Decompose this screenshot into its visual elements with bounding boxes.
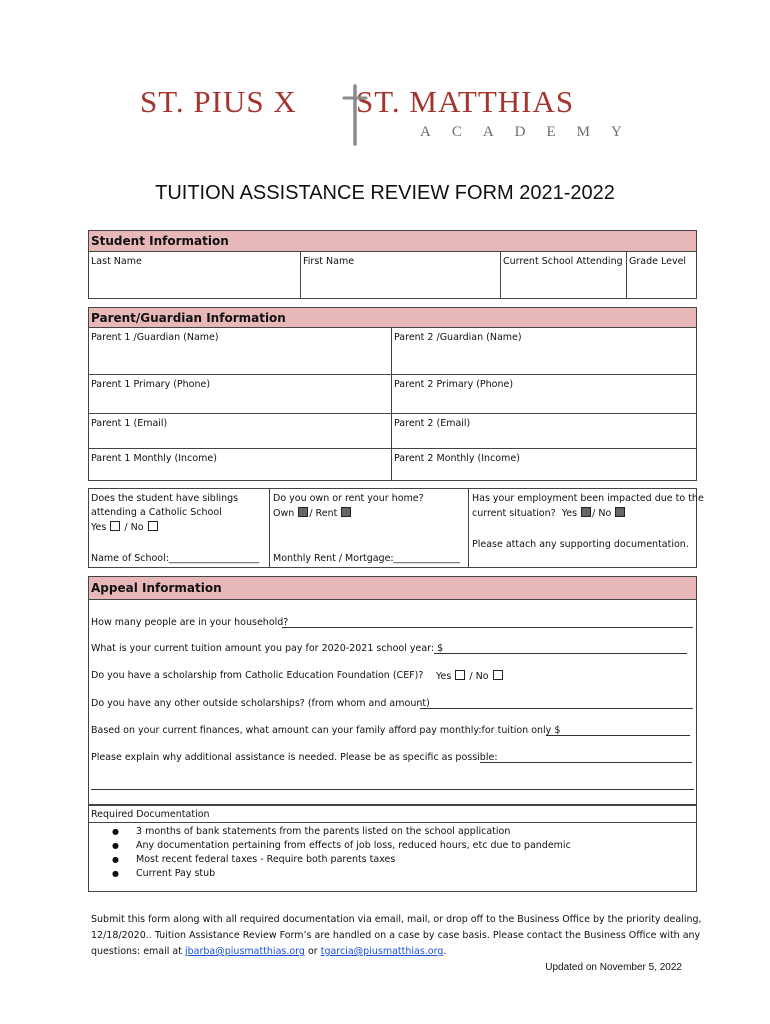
employment-line2: current situation? — [472, 508, 556, 519]
home-question-text: Do you own or rent your home? — [273, 493, 424, 504]
docs-item: ● Any documentation pertaining from effects of job loss, reduced hours, etc due to pandemic — [112, 839, 571, 853]
parent1-phone-field[interactable]: Parent 1 Primary (Phone) — [88, 374, 392, 414]
explain-input-line1[interactable] — [480, 750, 692, 763]
siblings-no-label: No — [130, 522, 144, 533]
parent1-email-field[interactable]: Parent 1 (Email) — [88, 413, 392, 449]
own-checkbox[interactable] — [298, 507, 308, 517]
cef-yes-checkbox[interactable] — [455, 670, 465, 680]
form-title: TUITION ASSISTANCE REVIEW FORM 2021-2022 — [155, 182, 615, 204]
household-input[interactable] — [282, 615, 693, 628]
employment-no-checkbox[interactable] — [615, 507, 625, 517]
parent2-name-field[interactable]: Parent 2 /Guardian (Name) — [391, 327, 697, 375]
logo-right-text: ST. MATTHIAS — [356, 84, 575, 119]
email-link-jbarba[interactable]: jbarba@piusmatthias.org — [185, 946, 305, 957]
cef-no-label: No — [475, 671, 489, 682]
employment-question — [468, 488, 704, 568]
parent2-phone-field[interactable]: Parent 2 Primary (Phone) — [391, 374, 697, 414]
submission-instructions — [91, 912, 711, 960]
docs-list — [112, 825, 571, 881]
home-options: Own / Rent — [273, 507, 352, 519]
household-question: How many people are in your household? — [91, 617, 289, 628]
appeal-section-header: Appeal Information — [88, 576, 697, 600]
last-name-field[interactable]: Last Name — [88, 251, 301, 299]
email-link-tgarcia[interactable]: tgarcia@piusmatthias.org — [320, 946, 444, 957]
afford-question: Based on your current finances, what amount can your family afford pay monthly:for tuition only $ — [91, 725, 561, 736]
first-name-field[interactable]: First Name — [300, 251, 501, 299]
other-scholarship-input[interactable] — [420, 696, 693, 709]
own-label: Own — [273, 508, 295, 519]
rent-mortgage-field[interactable]: Monthly Rent / Mortgage:______________ — [273, 553, 461, 564]
school-name-field[interactable]: Name of School:___________________ — [91, 553, 260, 564]
parent2-email-field[interactable]: Parent 2 (Email) — [391, 413, 697, 449]
siblings-yes-checkbox[interactable] — [110, 521, 120, 531]
cross-icon — [340, 84, 370, 146]
parent2-income-field[interactable]: Parent 2 Monthly (Income) — [391, 448, 697, 481]
siblings-line2: attending a Catholic School — [91, 507, 222, 518]
docs-item: ● 3 months of bank statements from the parents listed on the school application — [112, 825, 571, 839]
siblings-question — [88, 488, 270, 568]
siblings-options: Yes / No — [91, 521, 159, 533]
logo-subtitle: ACADEMY — [420, 124, 643, 140]
footer-end: . — [443, 946, 447, 957]
rent-checkbox[interactable] — [341, 507, 351, 517]
school-attending-field[interactable]: Current School Attending — [500, 251, 627, 299]
home-question — [269, 488, 469, 568]
siblings-line1: Does the student have siblings — [91, 493, 239, 504]
employment-options: current situation? Yes / No — [472, 507, 626, 519]
parent1-name-field[interactable]: Parent 1 /Guardian (Name) — [88, 327, 392, 375]
explain-question: Please explain why additional assistance is needed. Please be as specific as possible: — [91, 752, 498, 763]
other-scholarship-question: Do you have any other outside scholarships? (from whom and amount) — [91, 698, 430, 709]
cef-question: Do you have a scholarship from Catholic Education Foundation (CEF)? — [91, 670, 424, 681]
logo-left-text: ST. PIUS X — [140, 84, 297, 119]
cef-no-checkbox[interactable] — [493, 670, 503, 680]
cef-options: Yes / No — [436, 670, 504, 682]
parent1-income-field[interactable]: Parent 1 Monthly (Income) — [88, 448, 392, 481]
footer-line3-prefix: questions: email at — [91, 946, 185, 957]
logo — [140, 84, 630, 118]
parent-section-header: Parent/Guardian Information — [88, 307, 697, 328]
docs-item: ● Current Pay stub — [112, 867, 571, 881]
footer-line2: 12/18/2020.. Tuition Assistance Review Form’s are handled on a case by case basis. Please contact the Business Office with any — [91, 930, 701, 941]
cef-yes-label: Yes — [436, 671, 452, 682]
employment-no-label: No — [598, 508, 612, 519]
rent-label: Rent — [315, 508, 338, 519]
afford-input[interactable] — [546, 723, 690, 736]
attach-note: Please attach any supporting documentation. — [472, 539, 689, 550]
docs-header: Required Documentation — [88, 805, 697, 823]
siblings-yes-label: Yes — [91, 522, 107, 533]
employment-line1: Has your employment been impacted due to the — [472, 493, 704, 504]
docs-item: ● Most recent federal taxes - Require both parents taxes — [112, 853, 571, 867]
footer-or: or — [304, 946, 321, 957]
explain-input-line2[interactable] — [91, 777, 694, 790]
siblings-no-checkbox[interactable] — [148, 521, 158, 531]
updated-date: Updated on November 5, 2022 — [545, 962, 682, 973]
footer-line3 — [91, 944, 711, 960]
employment-yes-label: Yes — [561, 508, 578, 519]
employment-yes-checkbox[interactable] — [581, 507, 591, 517]
tuition-input[interactable] — [434, 641, 687, 654]
footer-line1: Submit this form along with all required documentation via email, mail, or drop off to the Business Office by the priority dealing, — [91, 914, 702, 925]
grade-level-field[interactable]: Grade Level — [626, 251, 697, 299]
tuition-question: What is your current tuition amount you pay for 2020-2021 school year: $ — [91, 643, 444, 654]
student-section-header: Student Information — [88, 230, 697, 252]
